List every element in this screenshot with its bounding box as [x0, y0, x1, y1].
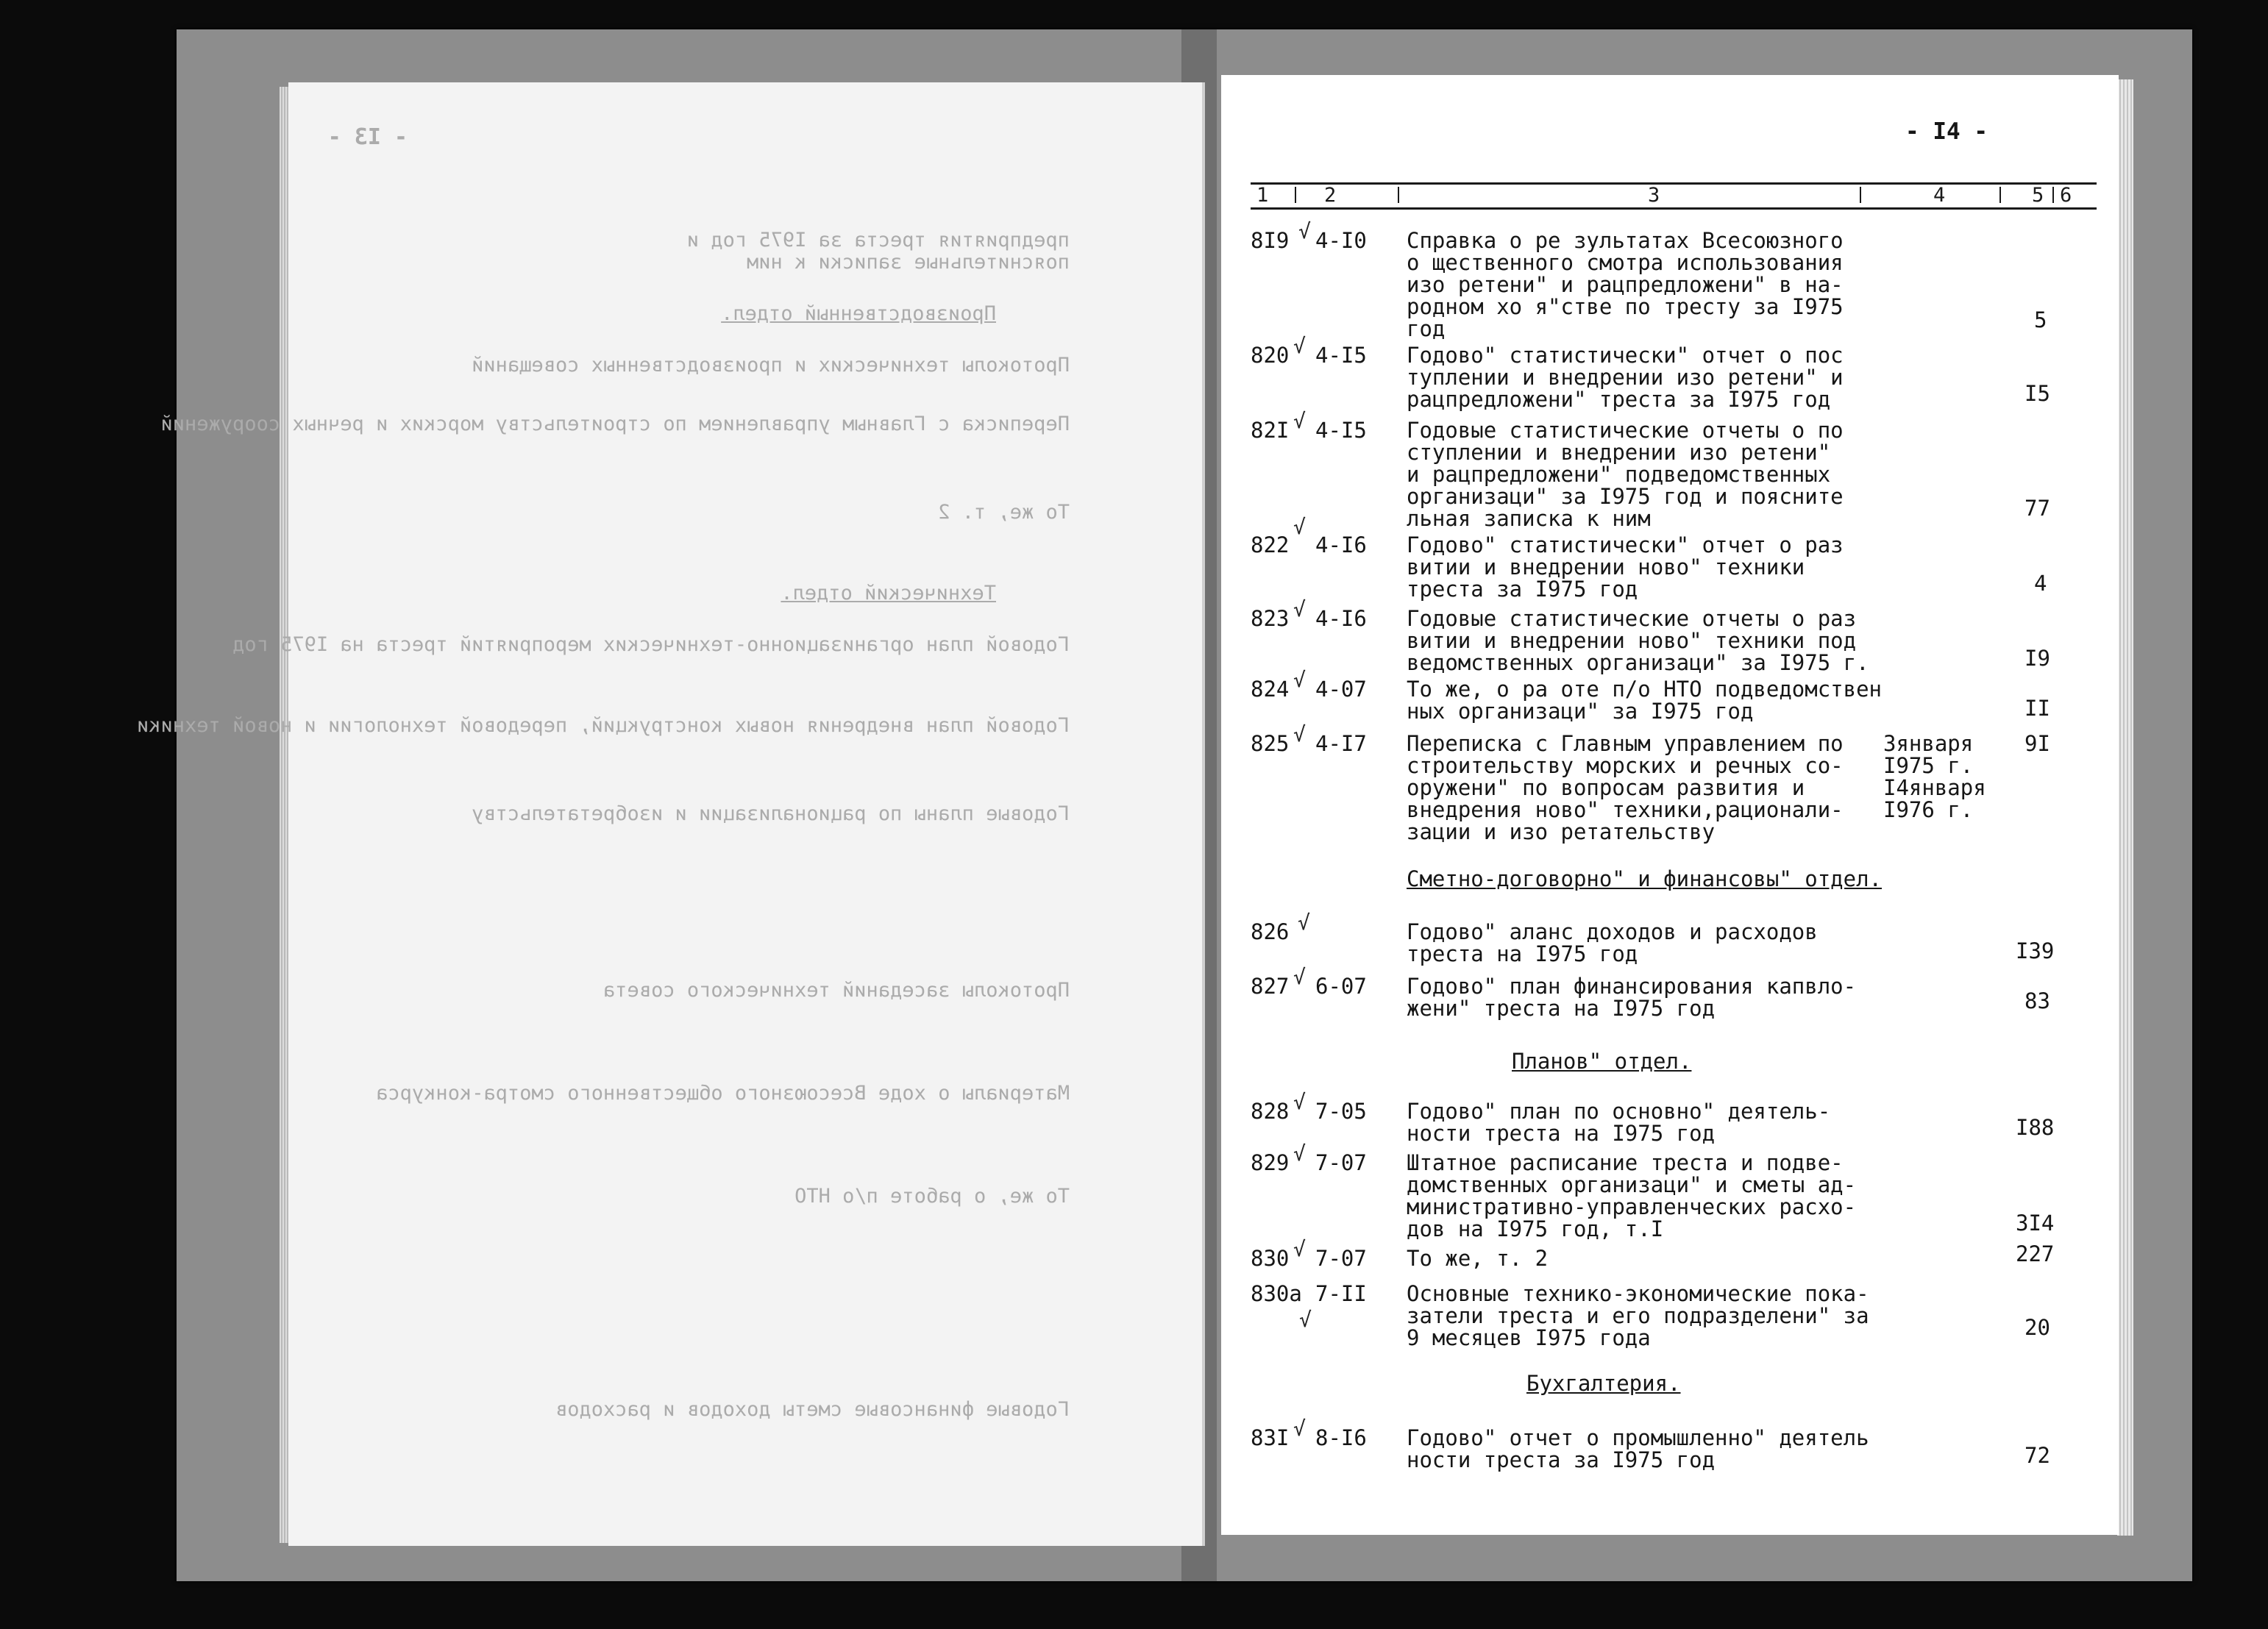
- row-title: Переписка с Главным управлением по строительству морских и речных со- оружени" по вопросам развития и внедрения ново" техники,рационали- зации и изо ретательству: [1407, 731, 1844, 844]
- header-rule-top: [1251, 182, 2097, 185]
- row-code: 7-07: [1315, 1150, 1367, 1175]
- row-number: 830а: [1251, 1281, 1302, 1306]
- row-number: 829: [1251, 1150, 1290, 1175]
- left-page-bleed-text: [137, 82, 1202, 1546]
- checkmark-icon: √: [1293, 597, 1306, 621]
- row-title: Штатное расписание треста и подве- домственных организаци" и сметы ад- министративно-управленческих расхо- дов на I975 год, т.I: [1407, 1150, 1857, 1241]
- row-title: Годово" план финансирования капвло- жени" треста на I975 год: [1407, 974, 1857, 1021]
- row-sheets: 4: [2034, 571, 2047, 596]
- page-number: - I4 -: [1905, 118, 1988, 145]
- checkmark-icon: √: [1298, 910, 1310, 935]
- bleed-line: То же, т. 2: [938, 501, 1070, 524]
- row-title: Справка о ре зультатах Всесоюзного о щественного смотра использования изо ретени" и рацпредложени" в на- родном хо я"стве по тресту за I975 год: [1407, 228, 1844, 341]
- right-page-stack: [2117, 79, 2133, 1536]
- column-header-3: 3: [1648, 184, 1660, 207]
- row-title: Годово" статистически" отчет о раз витии и внедрении ново" техники треста за I975 год: [1407, 532, 1844, 602]
- column-divider: [1999, 187, 2001, 203]
- checkmark-icon: √: [1299, 1308, 1312, 1332]
- row-title: Годовые статистические отчеты о по ступлении и внедрении изо ретени" и рацпредложени" подведомственных организаци" за I975 год и поясните льная записка к ним: [1407, 418, 1844, 531]
- bleed-line: Годовые финансовые сметы доходов и расходов: [555, 1398, 1070, 1421]
- bleed-line: предприятия треста за I975 год и: [686, 229, 1070, 252]
- section-heading: Бухгалтерия.: [1526, 1371, 1681, 1396]
- row-number: 820: [1251, 343, 1290, 368]
- checkmark-icon: √: [1293, 1416, 1306, 1441]
- column-header-4: 4: [1933, 184, 1946, 207]
- column-divider: [2052, 187, 2054, 203]
- row-code: 4-I0: [1315, 228, 1367, 253]
- row-sheets: 5: [2034, 307, 2047, 332]
- checkmark-icon: √: [1293, 1141, 1306, 1166]
- row-code: 6-07: [1315, 974, 1367, 999]
- row-code: 7-05: [1315, 1099, 1367, 1124]
- row-code: 4-I5: [1315, 418, 1367, 443]
- row-code: 4-I5: [1315, 343, 1367, 368]
- row-sheets: 83: [2025, 988, 2050, 1013]
- row-number: 824: [1251, 677, 1290, 702]
- header-rule-bottom: [1251, 207, 2097, 210]
- bleed-line: То же, о работе п/о НТО: [794, 1185, 1070, 1208]
- left-page-number: - I3 -: [327, 124, 408, 150]
- row-code: 4-I6: [1315, 532, 1367, 557]
- row-sheets: 3I4: [2016, 1211, 2055, 1236]
- row-sheets: 227: [2016, 1241, 2055, 1266]
- row-number: 826: [1251, 919, 1290, 944]
- row-sheets: I39: [2016, 938, 2055, 963]
- row-sheets: 72: [2025, 1443, 2050, 1468]
- column-divider: [1860, 187, 1861, 203]
- row-sheets: 20: [2025, 1315, 2050, 1340]
- bleed-line: Материалы о ходе Всесоюзного общественного смотра-конкурса: [376, 1082, 1070, 1105]
- row-title: Годовые статистические отчеты о раз витии и внедрении ново" техники под ведомственных организаци" за I975 г.: [1407, 606, 1869, 675]
- column-header-1: 1: [1256, 184, 1269, 207]
- row-sheets: 77: [2025, 496, 2050, 521]
- row-number: 822: [1251, 532, 1290, 557]
- checkmark-icon: √: [1298, 219, 1311, 243]
- row-number: 82I: [1251, 418, 1290, 443]
- row-code: 4-I7: [1315, 731, 1367, 756]
- row-title: Годово" отчет о промышленно" деятель ности треста за I975 год: [1407, 1425, 1869, 1472]
- row-sheets: 9I: [2025, 731, 2050, 756]
- column-divider: [1295, 187, 1296, 203]
- bleed-line: Протоколы заседаний технического совета: [603, 979, 1070, 1002]
- row-number: 8I9: [1251, 228, 1290, 253]
- checkmark-icon: √: [1293, 334, 1306, 358]
- left-page: [137, 82, 1205, 1546]
- checkmark-icon: √: [1293, 1237, 1306, 1261]
- row-number: 83I: [1251, 1425, 1290, 1450]
- row-number: 823: [1251, 606, 1290, 631]
- bleed-line: Протоколы технических и производственных совещаний: [472, 354, 1070, 377]
- row-title: Годово" статистически" отчет о пос туплении и внедрении изо ретени" и рацпредложени" треста за I975 год: [1407, 343, 1844, 412]
- checkmark-icon: √: [1293, 722, 1306, 746]
- checkmark-icon: √: [1293, 1090, 1306, 1114]
- column-divider: [1398, 187, 1399, 203]
- checkmark-icon: √: [1293, 409, 1306, 433]
- row-code: 7-07: [1315, 1246, 1367, 1271]
- row-number: 828: [1251, 1099, 1290, 1124]
- row-title: Основные технико-экономические пока- затели треста и его подразделени" за 9 месяцев I975 года: [1407, 1281, 1869, 1350]
- row-number: 827: [1251, 974, 1290, 999]
- bleed-line: Годовые планы по рационализации и изобретательству: [472, 802, 1070, 825]
- bleed-line: Годовой план внедрения новых конструкций, передовой технологии и новой техники: [137, 714, 1070, 737]
- row-number: 825: [1251, 731, 1290, 756]
- column-header-6: 6: [2060, 184, 2072, 207]
- bleed-line: пояснительные записки к ним: [747, 251, 1070, 274]
- column-header-2: 2: [1324, 184, 1337, 207]
- row-title: То же, т. 2: [1407, 1246, 1549, 1271]
- row-code: 4-I6: [1315, 606, 1367, 631]
- checkmark-icon: √: [1293, 668, 1306, 692]
- row-sheets: I88: [2016, 1115, 2055, 1140]
- bleed-line: Переписка с Главным управлением по строительству морских и речных сооружений: [160, 413, 1070, 435]
- bleed-section: Производственный отдел.: [721, 302, 996, 325]
- column-header-5: 5: [2032, 184, 2044, 207]
- row-sheets: I5: [2025, 381, 2050, 406]
- row-code: 4-07: [1315, 677, 1367, 702]
- section-heading: Сметно-договорно" и финансовы" отдел.: [1407, 866, 1883, 891]
- row-sheets: II: [2025, 696, 2050, 721]
- row-title: Годово" аланс доходов и расходов треста на I975 год: [1407, 919, 1818, 966]
- bleed-section: Технический отдел.: [781, 582, 996, 605]
- row-date: 3января I975 г. I4января I976 г.: [1883, 731, 1986, 822]
- row-sheets: I9: [2025, 646, 2050, 671]
- checkmark-icon: √: [1293, 515, 1306, 539]
- row-title: Годово" план по основно" деятель- ности треста на I975 год: [1407, 1099, 1831, 1146]
- row-code: 7-II: [1315, 1281, 1367, 1306]
- row-number: 830: [1251, 1246, 1290, 1271]
- row-title: То же, о ра оте п/о НТО подведомствен ных организаци" за I975 год: [1407, 677, 1883, 724]
- section-heading: Планов" отдел.: [1512, 1049, 1692, 1074]
- bleed-line: Годовой план организационно-технических мероприятий треста на I975 год: [232, 633, 1070, 656]
- row-code: 8-I6: [1315, 1425, 1367, 1450]
- checkmark-icon: √: [1293, 965, 1306, 989]
